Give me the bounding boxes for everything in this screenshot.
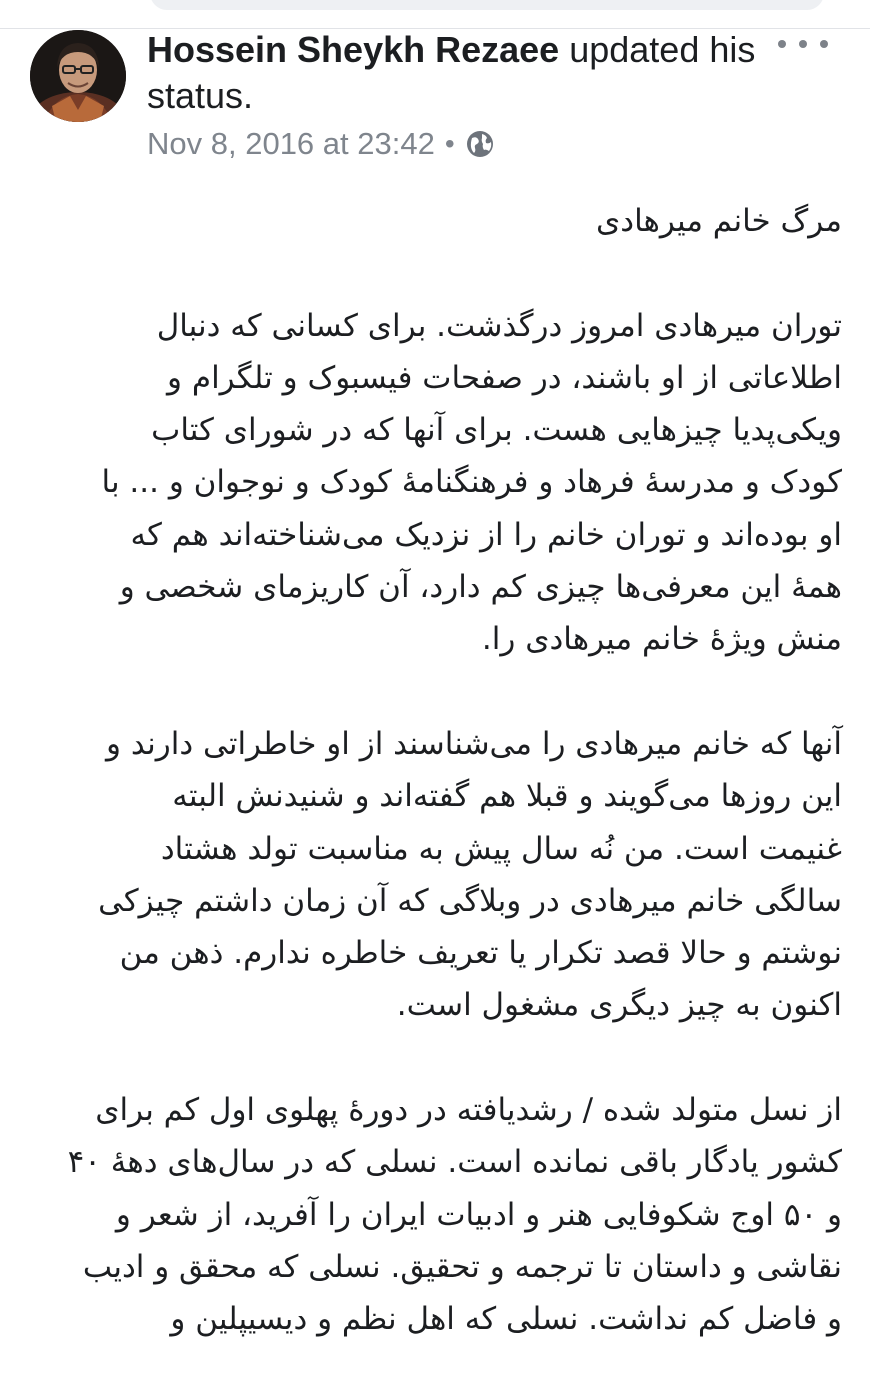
post-header: [147, 27, 767, 119]
more-dot: [799, 40, 807, 48]
post-meta: [147, 122, 495, 166]
post-paragraph: آنها که خانم میرهادی را می‌شناسند از او خاطراتی دارند و این روزها می‌گویند و قبلا هم گفته‌اند و شنیدنش البته غنیمت است. من نُه سال پیش به مناسبت تولد هشتاد سالگی خانم میرهادی در وبلاگی که آن زمان داشتم چیزکی نوشتم و حالا قصد تکرار یا تعریف خاطره ندارم. ذهن من اکنون به چیز دیگری مشغول است.: [98, 725, 842, 1024]
author-avatar[interactable]: [30, 30, 126, 122]
post-title-paragraph: مرگ خانم میرهادی: [596, 203, 842, 239]
more-dot: [820, 40, 828, 48]
author-name-link[interactable]: Hossein Sheykh Rezaee: [147, 29, 560, 70]
top-search-bar[interactable]: [150, 0, 824, 10]
post-action-text: updated his status.: [147, 29, 756, 116]
meta-separator: •: [444, 128, 455, 159]
post-timestamp[interactable]: Nov 8, 2016 at 23:42: [147, 126, 435, 161]
globe-icon[interactable]: [465, 129, 495, 159]
post-body: [30, 195, 842, 1398]
post-paragraph: از نسل متولد شده / رشدیافته در دورهٔ پهلوی اول کم برای کشور یادگار باقی نمانده است. نسلی که در سال‌های دههٔ ۴۰ و ۵۰ اوج شکوفایی هنر و ادبیات ایران را آفرید، از شعر و نقاشی و داستان تا ترجمه و تحقیق. نسلی که محقق و ادیب و فاضل کم نداشت. نسلی که اهل نظم و دیسیپلین و: [67, 1092, 842, 1338]
post-paragraph: توران میرهادی امروز درگذشت. برای کسانی که دنبال اطلاعاتی از او باشند، در صفحات فیسبوک و تلگرام و ویکی‌پدیا چیزهایی هست. برای آنها که در شورای کتاب کودک و مدرسهٔ فرهاد و فرهنگنامهٔ کودک و نوجوان و ... با او بوده‌اند و توران خانم را از نزدیک می‌شناخته‌اند هم که همهٔ این معرفی‌ها چیزی کم دارد، آن کاریزمای شخصی و منش ویژهٔ خانم میرهادی را.: [101, 307, 842, 658]
more-dots-icon: [778, 40, 786, 48]
more-options-button[interactable]: [772, 26, 834, 62]
